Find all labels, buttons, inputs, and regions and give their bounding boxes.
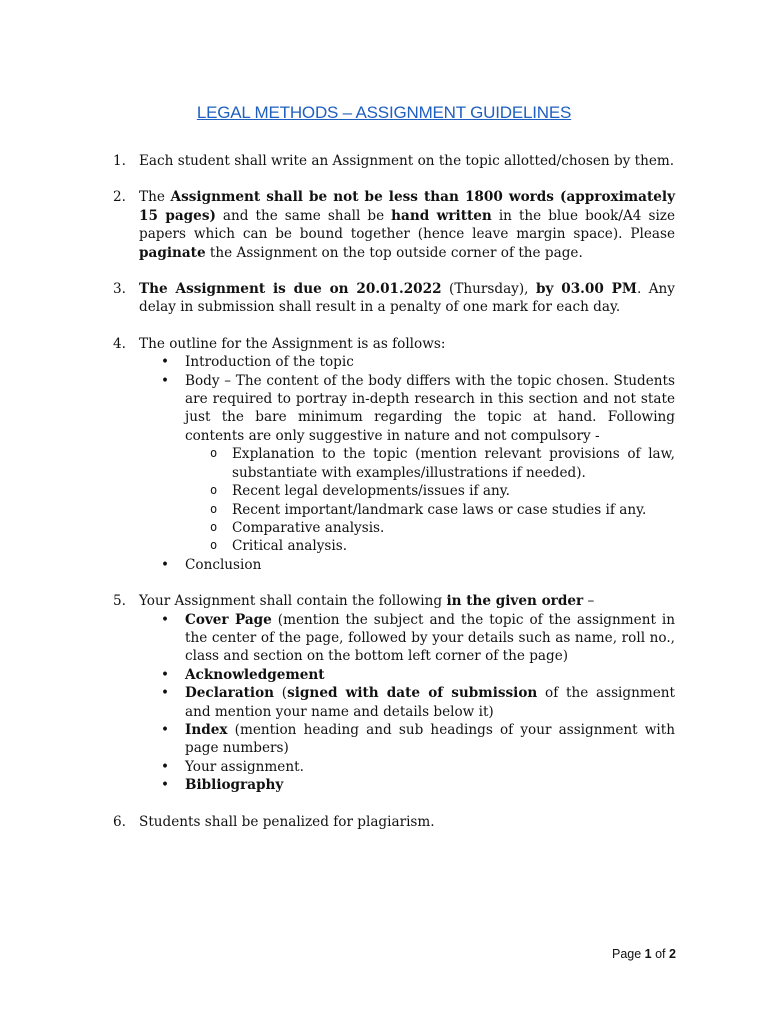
item-number: 2. (113, 189, 126, 206)
item-text: The (139, 189, 171, 206)
item-text: and the same shall be (215, 207, 392, 224)
guidelines-list (113, 152, 675, 849)
item-text: Students shall be penalized for plagiarism. (139, 813, 435, 830)
guideline-item-2 (113, 188, 675, 262)
page-label: Page (612, 947, 645, 961)
list-item: • Conclusion (185, 556, 675, 574)
word-count-requirement: Assignment shall be not be less than 1800 words (approximately 15 pages) (139, 189, 675, 224)
list-item (185, 372, 675, 556)
list-item (185, 611, 675, 666)
list-item: • Introduction of the topic (185, 353, 675, 371)
sub-list-item: o Recent legal developments/issues if any. (232, 482, 675, 500)
item-text: in the blue book/A4 size papers which can be bound together (hence leave margin space). Please (139, 207, 676, 243)
bullet-heading: Bibliography (185, 777, 284, 794)
contents-bullets (139, 611, 675, 795)
of-label: of (651, 947, 669, 961)
item-number: 5. (113, 593, 126, 610)
sub-list-item: o Recent important/landmark case laws or case studies if any. (232, 501, 675, 519)
bullet-heading: Declaration (185, 685, 275, 702)
bullet-text: (mention heading and sub headings of your assignment with page numbers) (185, 721, 675, 757)
page-number-footer (612, 947, 676, 961)
list-item (185, 666, 675, 684)
list-item: • Your assignment. (185, 758, 675, 776)
bullet-text: (mention the subject and the topic of the assignment in the center of the page, followed by your details such as name, roll no., class and section on the bottom left corner of the page) (185, 611, 675, 665)
item-text: – (583, 593, 595, 610)
bullet-text: of the assignment and mention your name and details below it) (185, 685, 675, 720)
bullet-text: Body – The content of the body differs with the topic chosen. Students are required to portray in-depth research in this section and not state just the bare minimum regarding the topic at hand. Following contents are only suggestive in nature and not compulsory - (185, 372, 675, 444)
guideline-item-3 (113, 280, 675, 317)
outline-bullets (139, 353, 675, 574)
item-number: 4. (113, 335, 126, 352)
order-emphasis: in the given order (446, 593, 584, 610)
item-text: Each student shall write an Assignment on the topic allotted/chosen by them. (139, 153, 675, 169)
bullet-heading: Index (185, 721, 228, 738)
item-text: . Any delay in submission shall result in a penalty of one mark for each day. (139, 281, 675, 316)
item-number: 3. (113, 281, 126, 298)
body-sub-list (185, 445, 675, 555)
guideline-item-4 (113, 335, 675, 574)
item-number: 1. (113, 153, 126, 169)
bullet-heading: Cover Page (185, 611, 272, 628)
bullet-text: ( (274, 685, 288, 702)
list-item (185, 776, 675, 794)
page-title: LEGAL METHODS – ASSIGNMENT GUIDELINES (196, 103, 572, 122)
guideline-item-5 (113, 592, 675, 794)
due-time: by 03.00 PM (535, 281, 637, 298)
item-text: the Assignment on the top outside corner of the page. (205, 244, 583, 261)
hand-written-requirement: hand written (391, 207, 492, 224)
bullet-heading: Acknowledgement (185, 666, 325, 683)
sub-list-item: o Explanation to the topic (mention relevant provisions of law, substantiate with examples/illustrations if needed). (232, 445, 675, 482)
sub-list-item: o Comparative analysis. (232, 519, 675, 537)
bullet-emphasis: signed with date of submission (287, 685, 538, 702)
list-item (185, 684, 675, 721)
sub-list-item: o Critical analysis. (232, 537, 675, 555)
page-current: 1 (644, 947, 652, 961)
page-total: 2 (669, 947, 676, 961)
guideline-item-1 (113, 152, 675, 170)
guideline-item-6 (113, 813, 675, 831)
due-date: The Assignment is due on 20.01.2022 (139, 281, 442, 298)
list-item (185, 721, 675, 758)
item-text: (Thursday), (441, 281, 536, 298)
item-text: Your Assignment shall contain the following (139, 593, 447, 610)
paginate-requirement: paginate (139, 244, 206, 261)
item-text: The outline for the Assignment is as follows: (139, 335, 446, 352)
item-number: 6. (113, 813, 126, 830)
